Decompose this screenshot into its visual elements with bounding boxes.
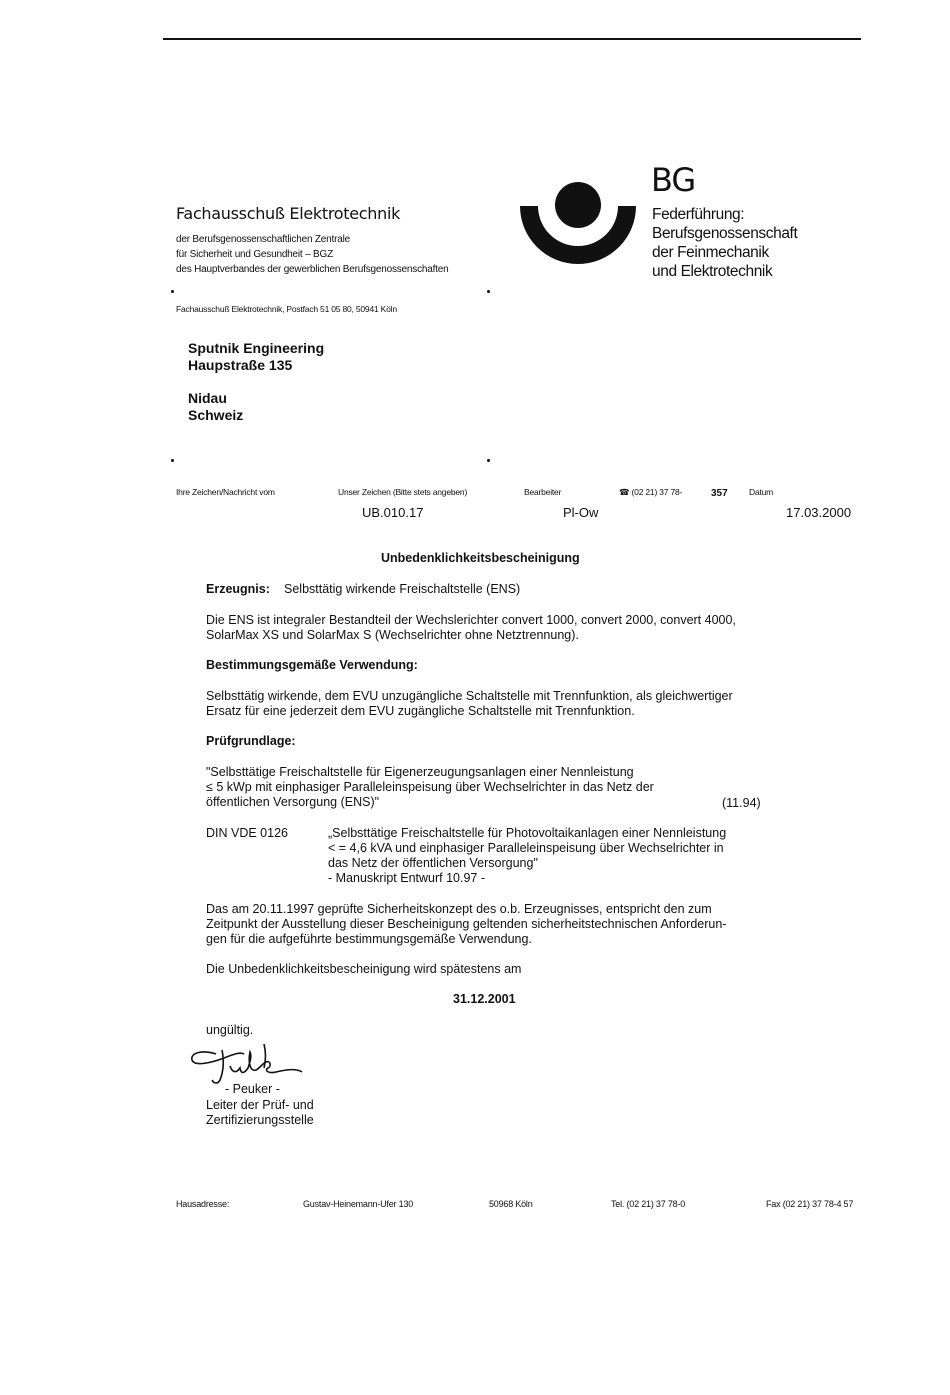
fold-mark [487,290,490,293]
footer-city: 50968 Köln [489,1199,533,1209]
din-line-4: - Manuskript Entwurf 10.97 - [328,871,486,885]
fold-mark [171,290,174,293]
basis-heading: Prüfgrundlage: [206,734,296,748]
basis-line-2: ≤ 5 kWp mit einphasiger Parallelеinspeisung über Wechselrichter in das Netz der [206,780,654,794]
footer-tel: Tel. (02 21) 37 78-0 [611,1199,686,1209]
basis-date: (11.94) [722,796,761,810]
org-title: Fachausschuß Elektrotechnik [176,204,401,223]
our-ref-value: UB.010.17 [362,505,424,520]
fold-mark [171,459,174,462]
basis-line-3: öffentlichen Versorgung (ENS)" [206,795,380,809]
our-ref-label: Unser Zeichen (Bitte stets angeben) [338,487,468,497]
recipient-country: Schweiz [188,407,244,423]
recipient-street: Haupstraße 135 [188,357,293,373]
signature [186,1042,310,1086]
bg-line-4: und Elektrotechnik [652,263,773,280]
org-line-2: für Sicherheit und Gesundheit – BGZ [176,249,333,260]
signer-title-1: Leiter der Prüf- und [206,1098,314,1112]
invalid-text: ungültig. [206,1023,254,1037]
handler-value: Pl-Ow [563,505,599,520]
product-value: Selbsttätig wirkende Freischaltstelle (ENS) [284,582,521,596]
footer-street: Gustav-Heinemann-Ufer 130 [303,1199,414,1209]
footer-fax: Fax (02 21) 37 78-4 57 [766,1199,854,1209]
your-ref-label: Ihre Zeichen/Nachricht vom [176,487,275,497]
bg-letters: BG [651,161,696,199]
handler-label: Bearbeiter [524,487,562,497]
bg-logo-icon [518,183,638,269]
product-label: Erzeugnis: [206,582,270,596]
use-line-2: Ersatz für eine jederzeit dem EVU zugängliche Schaltstelle mit Trennfunktion. [206,704,635,718]
bg-line-1: Federführung: [652,206,745,223]
basis-line-1: "Selbsttätige Freischaltstelle für Eigenerzeugungsanlagen einer Nennleistung [206,765,634,779]
use-heading: Bestimmungsgemäße Verwendung: [206,658,418,672]
validity-text: Die Unbedenklichkeitsbescheinigung wird spätestens am [206,962,522,976]
recipient-city: Nidau [188,390,227,406]
phone-label: ☎ (02 21) 37 78- [619,487,683,497]
signer-title-2: Zertifizierungsstelle [206,1113,314,1127]
org-line-3: des Hauptverbandes der gewerblichen Berufsgenossenschaften [176,264,449,275]
date-value: 17.03.2000 [786,505,852,520]
footer-address-label: Hausadresse: [176,1199,230,1209]
din-label: DIN VDE 0126 [206,826,288,840]
intro-line-2: SolarMax XS und SolarMax S (Wechselrichter ohne Netztrennung). [206,628,579,642]
din-line-3: das Netz der öffentlichen Versorgung" [328,856,538,870]
validity-date: 31.12.2001 [453,992,516,1006]
fold-mark [487,459,490,462]
bg-line-2: Berufsgenossenschaft [652,225,798,242]
document-title: Unbedenklichkeitsbescheinigung [381,551,580,565]
bg-line-3: der Feinmechanik [652,244,769,261]
signer-name: - Peuker - [225,1082,280,1096]
date-label: Datum [749,487,774,497]
recipient-name: Sputnik Engineering [188,340,325,356]
conclusion-line-1: Das am 20.11.1997 geprüfte Sicherheitskonzept des o.b. Erzeugnisses, entspricht den zum [206,902,712,916]
org-line-1: der Berufsgenossenschaftlichen Zentrale [176,234,350,245]
sender-line: Fachausschuß Elektrotechnik, Postfach 51 05 80, 50941 Köln [176,304,397,314]
use-line-1: Selbsttätig wirkende, dem EVU unzugängliche Schaltstelle mit Trennfunktion, als gleichwertiger [206,689,733,703]
din-line-1: „Selbsttätige Freischaltstelle für Photovoltaikanlagen einer Nennleistung [328,826,727,840]
conclusion-line-2: Zeitpunkt der Ausstellung dieser Bescheinigung geltenden sicherheitstechnischen Anforderun- [206,917,727,931]
top-rule [163,38,861,40]
din-line-2: < = 4,6 kVA und einphasiger Paralleleinspeisung über Wechselrichter in [328,841,724,855]
phone-extension: 357 [711,488,728,499]
conclusion-line-3: gen für die aufgeführte bestimmungsgemäße Verwendung. [206,932,532,946]
intro-line-1: Die ENS ist integraler Bestandteil der Wechslerichter convert 1000, convert 2000, convert 4000, [206,613,736,627]
